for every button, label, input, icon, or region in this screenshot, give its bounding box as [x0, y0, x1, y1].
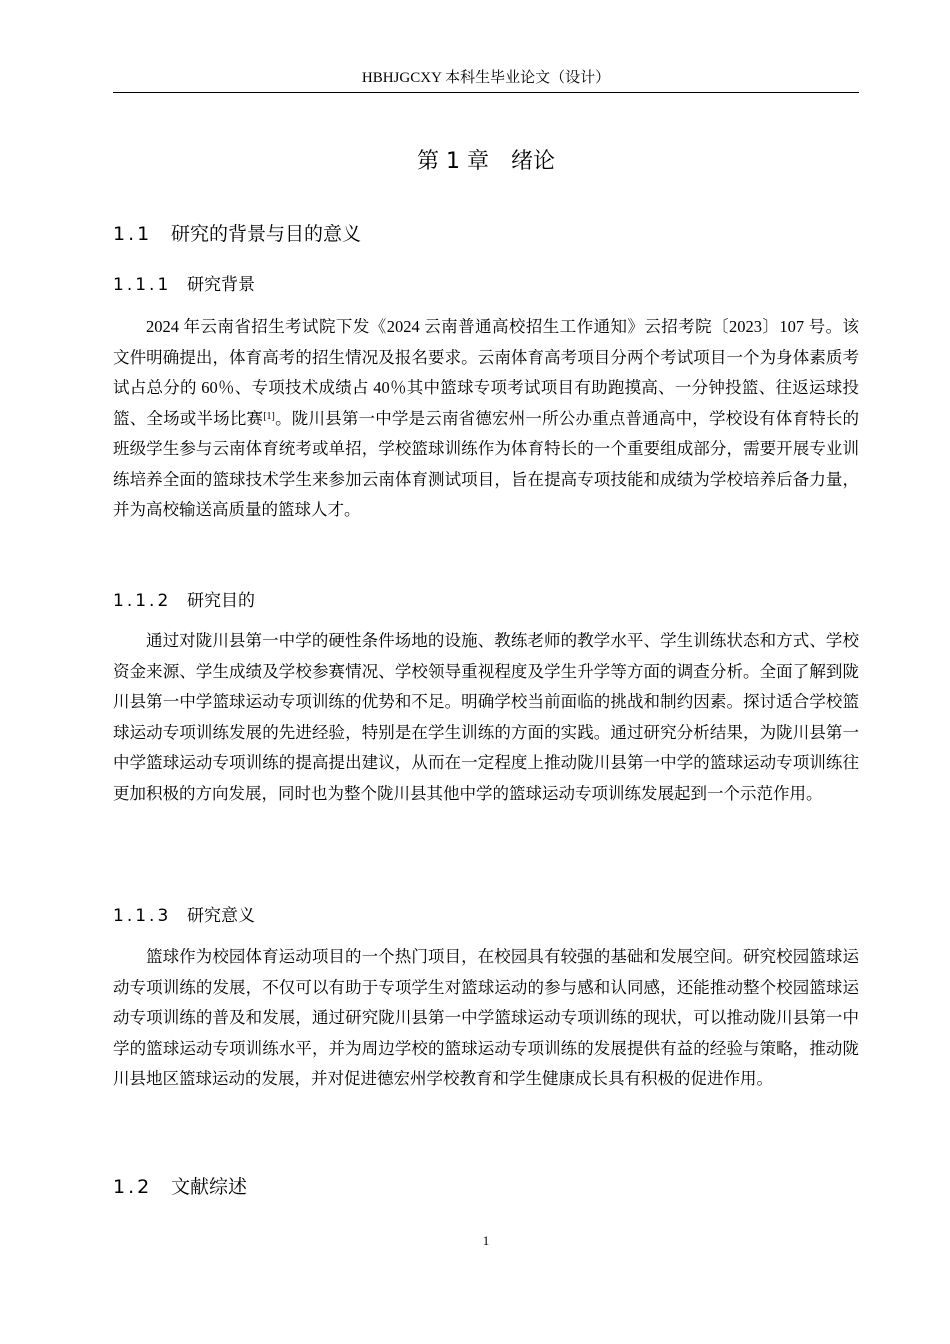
subsection-title: 研究背景	[187, 275, 255, 295]
section-title: 研究的背景与目的意义	[171, 223, 362, 245]
section-number: 1.1	[113, 223, 153, 245]
page-number: 1	[482, 1233, 490, 1248]
subsection-heading-1-1-3	[113, 903, 255, 929]
chapter-title: 绪论	[510, 149, 555, 174]
subsection-title: 研究目的	[187, 591, 255, 611]
subsection-number: 1.1.2	[113, 591, 172, 611]
section-heading-1-1	[113, 220, 361, 248]
paragraph-text: 2024 年云南省招生考试院下发《2024 云南普通高校招生工作通知》云招考院〔2023〕107 号。该文件明确提出，体育高考的招生情况及报名要求。云南体育高考项目分两个考试项目一个为身体素质考试占总分的 60％、专项技术成绩占 40％其中篮球专项考试项目有助跑摸高、一分钟投篮、往返运球投篮、全场或半场比赛	[113, 317, 859, 428]
chapter-heading	[113, 146, 859, 178]
subsection-heading-1-1-1	[113, 272, 255, 298]
subsection-heading-1-1-2	[113, 588, 255, 614]
chapter-number: 第 1 章	[417, 149, 489, 174]
running-header: HBHJGCXY 本科生毕业论文（设计）	[113, 66, 859, 93]
citation-ref[interactable]: [1]	[263, 410, 275, 422]
subsection-number: 1.1.3	[113, 906, 172, 926]
paragraph-text-continued: 。陇川县第一中学是云南省德宏州一所公办重点普通高中，学校设有体育特长的班级学生参与云南体育统考或单招，学校篮球训练作为体育特长的一个重要组成部分，需要开展专业训练培养全面的篮球技术学生来参加云南体育测试项目，旨在提高专项技能和成绩为学校培养后备力量，并为高校输送高质量的篮球人才。	[113, 408, 860, 519]
section-number: 1.2	[113, 1176, 153, 1198]
section-heading-1-2	[113, 1173, 247, 1201]
subsection-number: 1.1.1	[113, 275, 172, 295]
paragraph-research-significance: 篮球作为校园体育运动项目的一个热门项目，在校园具有较强的基础和发展空间。研究校园篮球运动专项训练的发展，不仅可以有助于专项学生对篮球运动的参与感和认同感，还能推动整个校园篮球运动专项训练的普及和发展，通过研究陇川县第一中学篮球运动专项训练的现状，可以推动陇川县第一中学的篮球运动专项训练水平，并为周边学校的篮球运动专项训练的发展提供有益的经验与策略，推动陇川县地区篮球运动的发展，并对促进德宏州学校教育和学生健康成长具有积极的促进作用。	[113, 947, 859, 1088]
subsection-title: 研究意义	[187, 906, 255, 926]
paragraph-research-background	[113, 312, 859, 526]
section-title: 文献综述	[171, 1176, 248, 1198]
paragraph-research-purpose: 通过对陇川县第一中学的硬性条件场地的设施、教练老师的教学水平、学生训练状态和方式、学校资金来源、学生成绩及学校参赛情况、学校领导重视程度及学生升学等方面的调查分析。全面了解到陇川县第一中学篮球运动专项训练的优势和不足。明确学校当前面临的挑战和制约因素。探讨适合学校篮球运动专项训练发展的先进经验，特别是在学生训练的方面的实践。通过研究分析结果，为陇川县第一中学篮球运动专项训练的提高提出建议，从而在一定程度上推动陇川县第一中学的篮球运动专项训练往更加积极的方向发展，同时也为整个陇川县其他中学的篮球运动专项训练发展起到一个示范作用。	[113, 631, 859, 803]
